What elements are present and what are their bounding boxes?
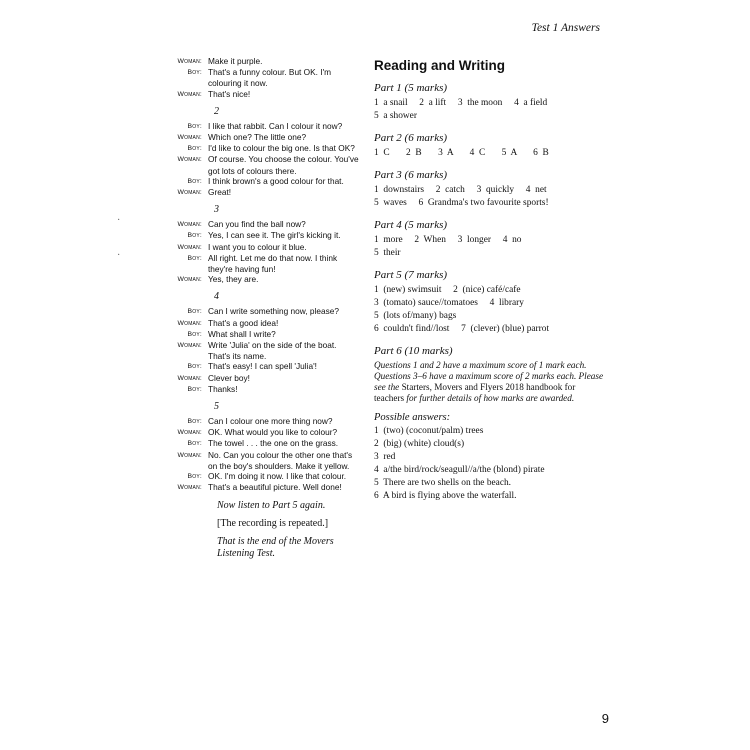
dialogue-line [165, 242, 365, 253]
speaker-label: Woman: [177, 451, 202, 459]
speech-text: What shall I write? [208, 328, 276, 339]
possible-answers-list [374, 425, 606, 503]
part-number: 5 [214, 401, 219, 413]
dialogue-line [165, 230, 365, 241]
speaker-label: Woman: [177, 58, 202, 65]
part-number: 3 [214, 204, 219, 216]
part-6-instructions [374, 360, 606, 404]
running-header: Test 1 Answers [531, 22, 600, 34]
part-heading: Part 1 (5 marks) [374, 82, 448, 94]
answer-part [374, 82, 606, 123]
speaker-label: Boy: [187, 308, 202, 316]
answer-line: 1 a snail 2 a lift 3 the moon 4 a field [374, 98, 548, 108]
speaker-label: Boy: [187, 385, 202, 393]
dialogue-line [165, 132, 365, 143]
dialogue-line [165, 471, 365, 482]
speaker-label: Woman: [177, 342, 202, 350]
answer-part [374, 169, 606, 210]
answer-line: 5 their [374, 248, 401, 258]
speech-text: Can I write something now, please? [208, 306, 339, 317]
speech-text: colouring it now. [208, 78, 268, 89]
speaker-label [165, 78, 208, 79]
dialogue-line [165, 427, 365, 438]
dialogue-line [165, 318, 365, 329]
speaker-label: Boy: [187, 145, 202, 153]
dialogue-line [165, 219, 365, 230]
dialogue-line [165, 340, 365, 351]
answer-line: 5 waves 6 Grandma's two favourite sports! [374, 198, 549, 208]
speech-text: got lots of colours there. [208, 165, 297, 176]
speech-text: No. Can you colour the other one that's [208, 449, 353, 460]
reading-writing-answers [374, 58, 606, 503]
dialogue-line [165, 78, 365, 88]
part-heading: Part 6 (10 marks) [374, 345, 453, 357]
possible-answer: 5 There are two shells on the beach. [374, 478, 512, 488]
part-number: 2 [214, 105, 219, 117]
answer-line: 5 (lots of/many) bags [374, 311, 457, 321]
answer-line: 3 (tomato) sauce//tomatoes 4 library [374, 298, 524, 308]
speaker-label: Woman: [177, 374, 202, 382]
speaker-label: Boy: [187, 440, 202, 448]
speaker-label [165, 461, 208, 462]
part-heading: Part 2 (6 marks) [374, 132, 448, 144]
speech-text: Can I colour one more thing now? [208, 416, 333, 427]
answer-line: 1 more 2 When 3 longer 4 no [374, 235, 522, 245]
speaker-label: Boy: [187, 122, 202, 130]
dialogue-line [165, 351, 365, 361]
speech-text: That's its name. [208, 351, 267, 362]
speech-text: I think brown's a good colour for that. [208, 175, 344, 186]
dialogue-line [165, 461, 365, 471]
speaker-label: Woman: [177, 189, 202, 197]
speaker-label: Boy: [187, 69, 202, 77]
transcript-note: [The recording is repeated.] [217, 517, 329, 529]
dialogue-line [165, 154, 365, 165]
speech-text: All right. Let me do that now. I think [208, 252, 338, 263]
speech-text: Which one? The little one? [208, 132, 307, 143]
speech-text: That's nice! [208, 88, 251, 99]
speech-text: Thanks! [208, 383, 238, 394]
speaker-label: Woman: [177, 429, 202, 437]
speech-text: Yes, they are. [208, 274, 259, 285]
dialogue-line [165, 143, 365, 154]
dialogue-line [165, 361, 365, 372]
dialogue-line [165, 329, 365, 340]
speech-text: they're having fun! [208, 264, 276, 275]
part-heading: Part 3 (6 marks) [374, 169, 448, 181]
dialogue-line [165, 384, 365, 395]
speech-text: That's easy! I can spell 'Julia'! [208, 361, 317, 372]
speaker-label: Woman: [177, 221, 202, 229]
speech-text: on the boy's shoulders. Make it yellow. [208, 460, 350, 471]
dialogue-line [165, 176, 365, 187]
answer-line: 6 couldn't find//lost 7 (clever) (blue) parrot [374, 324, 550, 334]
speaker-label: Woman: [177, 90, 202, 98]
speaker-label: Woman: [177, 156, 202, 164]
speech-text: I like that rabbit. Can I colour it now? [208, 120, 343, 131]
answer-part [374, 219, 606, 260]
speaker-label: Woman: [177, 276, 202, 284]
answer-part [374, 132, 606, 160]
dialogue-line [165, 253, 365, 264]
dialogue-line [165, 482, 365, 493]
part-heading: Part 5 (7 marks) [374, 269, 448, 281]
speech-text: That's a beautiful picture. Well done! [208, 482, 342, 493]
section-title: Reading and Writing [374, 58, 505, 73]
speech-text: Great! [208, 187, 232, 198]
speaker-label: Boy: [187, 232, 202, 240]
answer-parts [374, 82, 606, 336]
dialogue-line [165, 438, 365, 449]
speech-text: The towel . . . the one on the grass. [208, 438, 339, 449]
part-heading: Part 4 (5 marks) [374, 219, 448, 231]
speech-text: That's a good idea! [208, 317, 279, 328]
speech-text: That's a funny colour. But OK. I'm [208, 67, 332, 78]
speaker-label [165, 166, 208, 167]
dialogue-line [165, 306, 365, 317]
dialogue-line [165, 121, 365, 132]
speaker-label: Boy: [187, 330, 202, 338]
dialogue-line [165, 187, 365, 198]
speaker-label: Boy: [187, 177, 202, 185]
listening-transcript [165, 56, 365, 560]
dialogue-line [165, 416, 365, 427]
margin-dot: · [117, 215, 121, 226]
part-6 [374, 345, 606, 503]
speech-text: OK. I'm doing it now. I like that colour. [208, 471, 347, 482]
answer-line: 5 a shower [374, 111, 417, 121]
speaker-label: Woman: [177, 484, 202, 492]
speech-text: Of course. You choose the colour. You've [208, 154, 359, 165]
speaker-label: Woman: [177, 134, 202, 142]
page-number: 9 [601, 711, 609, 726]
speaker-label: Boy: [187, 473, 202, 481]
answer-line: 1 (new) swimsuit 2 (nice) café/cafe [374, 285, 521, 295]
speech-text: Make it purple. [208, 56, 263, 66]
speaker-label: Woman: [177, 243, 202, 251]
answer-line: 1 downstairs 2 catch 3 quickly 4 net [374, 185, 547, 195]
dialogue-line [165, 450, 365, 461]
speaker-label: Boy: [187, 363, 202, 371]
dialogue-line [165, 274, 365, 285]
possible-answers-heading: Possible answers: [374, 412, 451, 423]
dialogue-line [165, 264, 365, 274]
transcript-note: That is the end of the Movers Listening Test. [217, 535, 334, 559]
instructions-text: for further details of how marks are awarded. [406, 393, 575, 403]
dialogue-line [165, 166, 365, 176]
dialogue-line [165, 67, 365, 78]
speech-text: I'd like to colour the big one. Is that OK? [208, 143, 355, 154]
dialogue-line [165, 89, 365, 100]
speaker-label: Boy: [187, 254, 202, 262]
dialogue-line [165, 56, 365, 67]
speaker-label [165, 351, 208, 352]
transcript-note: Now listen to Part 5 again. [217, 499, 326, 511]
possible-answer: 3 red [374, 452, 396, 462]
speaker-label: Woman: [177, 319, 202, 327]
speech-text: Clever boy! [208, 372, 250, 383]
speech-text: Can you find the ball now? [208, 219, 306, 230]
speech-text: OK. What would you like to colour? [208, 427, 338, 438]
answer-line: 1 C 2 B 3 A 4 C 5 A 6 B [374, 148, 549, 158]
possible-answer: 6 A bird is flying above the waterfall. [374, 491, 517, 501]
possible-answer: 2 (big) (white) cloud(s) [374, 439, 465, 449]
instructions-text: Questions 1 and 2 have a maximum score of 1 mark each. Questions 3–6 have a maximum score of 2 marks each. Please see the [374, 360, 604, 392]
speaker-label: Boy: [187, 418, 202, 426]
possible-answer: 1 (two) (coconut/palm) trees [374, 426, 484, 436]
possible-answer: 4 a/the bird/rock/seagull//a/the (blond) pirate [374, 465, 545, 475]
margin-dot: · [117, 250, 121, 261]
speech-text: Write 'Julia' on the side of the boat. [208, 340, 337, 351]
answer-part [374, 269, 606, 336]
speaker-label [165, 264, 208, 265]
handbook-title: Starters, Movers and Flyers 2018 handbook for teachers [374, 382, 576, 403]
speech-text: I want you to colour it blue. [208, 241, 307, 252]
part-number: 4 [214, 291, 219, 303]
dialogue-line [165, 373, 365, 384]
speech-text: Yes, I can see it. The girl's kicking it. [208, 230, 341, 241]
